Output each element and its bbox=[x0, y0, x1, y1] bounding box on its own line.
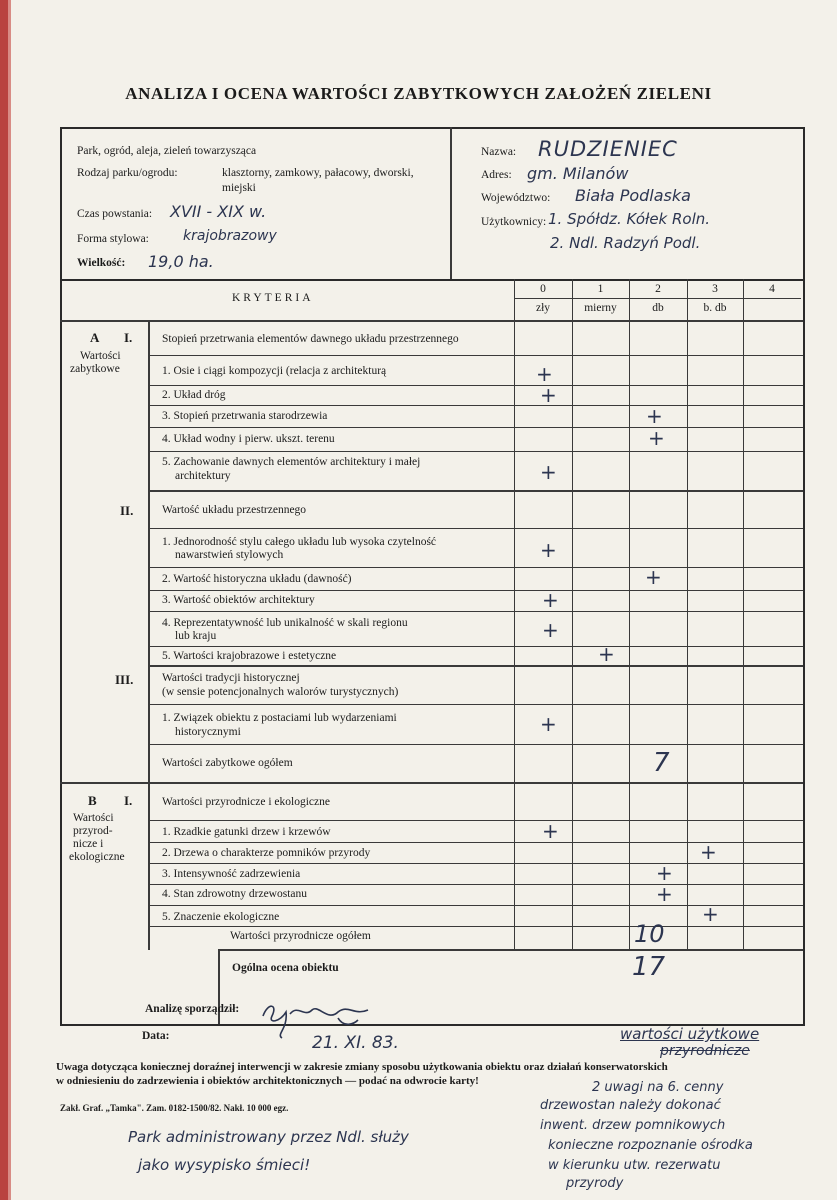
col-line-0 bbox=[514, 279, 515, 949]
section-b-letter: B bbox=[88, 793, 97, 808]
g2-top bbox=[148, 528, 803, 529]
document-title: ANALIZA I OCENA WARTOŚCI ZABYTKOWYCH ZAŁOŻEŃ ZIELENI bbox=[125, 84, 712, 103]
print-info: Zakł. Graf. „Tamka". Zam. 0182-1500/82. Nakł. 10 000 egz. bbox=[60, 1103, 289, 1113]
section-b-label-2: przyrod- bbox=[73, 825, 113, 837]
mark-a2-4: + bbox=[542, 618, 559, 642]
section-a-label-1: Wartości bbox=[80, 350, 121, 362]
mark-a2-5: + bbox=[598, 642, 615, 666]
g2-row-4: 4. Reprezentatywność lub unikalność w skali regionu bbox=[162, 617, 408, 629]
col-label-3: b. db bbox=[703, 302, 727, 314]
mark-b-4: + bbox=[656, 882, 673, 906]
section-b-roman: I. bbox=[124, 793, 133, 808]
nazwa-value: RUDZIENIEC bbox=[538, 137, 678, 161]
b-row-5: 5. Znaczenie ekologiczne bbox=[162, 911, 280, 923]
g1-line-2 bbox=[148, 405, 803, 406]
section-divider bbox=[148, 320, 150, 950]
col-label-2: db bbox=[652, 302, 664, 314]
b-total-value: 10 bbox=[634, 920, 665, 948]
park-type-line: Park, ogród, aleja, zieleń towarzysząca bbox=[77, 145, 257, 157]
rodzaj-options-2: miejski bbox=[222, 182, 256, 194]
mark-b-2: + bbox=[700, 840, 717, 864]
mark-b-1: + bbox=[542, 819, 559, 843]
g2-line-1 bbox=[148, 567, 803, 568]
note-right-3: 2 uwagi na 6. cenny bbox=[592, 1080, 724, 1095]
col-line-1 bbox=[572, 279, 573, 949]
g2-line-2 bbox=[148, 590, 803, 591]
mark-a1-4: + bbox=[648, 426, 665, 450]
col-label-1: mierny bbox=[584, 302, 617, 314]
g3-row-1: 1. Związek obiektu z postaciami lub wydarzeniami bbox=[162, 712, 397, 724]
group2-roman: II. bbox=[120, 503, 134, 518]
wojewodztwo-value: Biała Podlaska bbox=[575, 186, 691, 205]
g3-row-1-cont: historycznymi bbox=[175, 726, 241, 738]
note-left-2: jako wysypisko śmieci! bbox=[138, 1156, 311, 1174]
forma-label: Forma stylowa: bbox=[77, 233, 149, 245]
note-right-5: inwent. drzew pomnikowych bbox=[540, 1118, 726, 1133]
note-right-4: drzewostan należy dokonać bbox=[540, 1098, 721, 1113]
nazwa-label: Nazwa: bbox=[481, 146, 517, 158]
g1-row-5: 5. Zachowanie dawnych elementów architektury i małej bbox=[162, 456, 421, 468]
section-b-label-1: Wartości bbox=[73, 812, 114, 824]
col-num-2: 2 bbox=[655, 283, 661, 295]
g2-row-4-cont: lub kraju bbox=[175, 630, 217, 642]
overall-label: Ogólna ocena obiektu bbox=[232, 962, 339, 974]
analize-label: Analizę sporządził: bbox=[145, 1003, 240, 1015]
a-total-value: 7 bbox=[653, 748, 670, 778]
g2-bottom bbox=[148, 665, 803, 667]
section-a-label-2: zabytkowe bbox=[70, 363, 120, 375]
b-row-1: 1. Rzadkie gatunki drzew i krzewów bbox=[162, 826, 331, 838]
b-line-5 bbox=[148, 926, 803, 927]
b-line-3 bbox=[148, 884, 803, 885]
mark-a3-1: + bbox=[540, 712, 557, 736]
wojewodztwo-label: Województwo: bbox=[481, 192, 551, 204]
g1-top bbox=[148, 355, 803, 356]
group3-roman: III. bbox=[115, 672, 134, 687]
group1-title: Stopień przetrwania elementów dawnego układu przestrzennego bbox=[162, 333, 459, 345]
g2-line-4 bbox=[148, 646, 803, 647]
mark-a2-2: + bbox=[645, 565, 662, 589]
col-num-0: 0 bbox=[540, 283, 546, 295]
g2-row-5: 5. Wartości krajobrazowe i estetyczne bbox=[162, 650, 337, 662]
adres-value: gm. Milanów bbox=[527, 164, 629, 183]
note-right-7: w kierunku utw. rezerwatu bbox=[548, 1158, 721, 1173]
binding-edge bbox=[0, 0, 8, 1200]
b-row-3: 3. Intensywność zadrzewienia bbox=[162, 868, 301, 880]
g1-line-3 bbox=[148, 427, 803, 428]
note-right-2: przyrodnicze bbox=[660, 1043, 750, 1059]
group3-title-2: (w sensie potencjonalnych walorów turystycznych) bbox=[162, 686, 399, 698]
g2-row-1: 1. Jednorodność stylu całego układu lub wysoka czytelność bbox=[162, 536, 437, 548]
b-row-4: 4. Stan zdrowotny drzewostanu bbox=[162, 888, 307, 900]
header-bottom-line bbox=[60, 320, 803, 322]
rodzaj-label: Rodzaj parku/ogrodu: bbox=[77, 167, 178, 179]
g1-row-2: 2. Układ dróg bbox=[162, 389, 226, 401]
header-divider bbox=[450, 127, 452, 279]
kryteria-heading: KRYTERIA bbox=[232, 292, 314, 304]
mark-a2-3: + bbox=[542, 588, 559, 612]
section-b-label-3: nicze i bbox=[73, 838, 104, 850]
col-num-1: 1 bbox=[597, 283, 604, 295]
g2-row-1-cont: nawarstwień stylowych bbox=[175, 549, 284, 561]
g2-row-3: 3. Wartość obiektów architektury bbox=[162, 594, 315, 606]
mark-a1-3: + bbox=[646, 404, 663, 428]
forma-value: krajobrazowy bbox=[183, 228, 277, 244]
col-label-0: zły bbox=[535, 302, 551, 314]
group3-title-1: Wartości tradycji historycznej bbox=[162, 672, 300, 684]
mark-a1-2: + bbox=[540, 383, 557, 407]
note-left-1: Park administrowany przez Ndl. służy bbox=[128, 1128, 409, 1146]
g1-row-4: 4. Układ wodny i pierw. ukszt. terenu bbox=[162, 433, 335, 445]
data-value: 21. XI. 83. bbox=[312, 1033, 399, 1053]
g2-row-2: 2. Wartość historyczna układu (dawność) bbox=[162, 573, 352, 585]
g3-top bbox=[148, 704, 803, 705]
section-a-bottom bbox=[60, 782, 803, 784]
binding-edge-shadow bbox=[8, 0, 11, 1200]
section-b-label-4: ekologiczne bbox=[69, 851, 125, 863]
b-row-2: 2. Drzewa o charakterze pomników przyrody bbox=[162, 847, 371, 859]
header-subline bbox=[514, 298, 801, 299]
g1-line-1 bbox=[148, 385, 803, 386]
g2-line-3 bbox=[148, 611, 803, 612]
uwaga-line-1: Uwaga dotycząca koniecznej doraźnej interwencji w zakresie zmiany sposobu użytkowania obiektu oraz działań konserwatorskich bbox=[56, 1061, 668, 1073]
rodzaj-options: klasztorny, zamkowy, pałacowy, dworski, bbox=[222, 167, 414, 179]
b-top bbox=[148, 820, 803, 821]
g1-bottom bbox=[148, 490, 803, 492]
uwaga-line-2: w odniesieniu do zadrzewienia i obiektów architektonicznych — podać na odwrocie karty! bbox=[56, 1075, 479, 1087]
mark-a2-1: + bbox=[540, 538, 557, 562]
group2-title: Wartość układu przestrzennego bbox=[162, 504, 307, 516]
col-line-2 bbox=[629, 279, 630, 949]
g1-row-1: 1. Osie i ciągi kompozycji (relacja z architekturą bbox=[162, 365, 387, 377]
b-total-bottom bbox=[218, 949, 803, 951]
section-a-letter: A bbox=[90, 330, 100, 345]
g1-line-4 bbox=[148, 451, 803, 452]
wielkosc-label: Wielkość: bbox=[77, 257, 126, 269]
overall-value: 17 bbox=[632, 952, 666, 982]
section-a-roman: I. bbox=[124, 330, 133, 345]
col-line-4 bbox=[743, 279, 744, 949]
czas-label: Czas powstania: bbox=[77, 208, 153, 220]
data-label: Data: bbox=[142, 1030, 170, 1042]
mark-b-5: + bbox=[702, 902, 719, 926]
mark-a1-5: + bbox=[540, 460, 557, 484]
col-line-3 bbox=[687, 279, 688, 949]
note-right-6: konieczne rozpoznanie ośrodka bbox=[548, 1138, 753, 1153]
wielkosc-value: 19,0 ha. bbox=[148, 252, 214, 271]
mark-a1-1: + bbox=[536, 362, 553, 386]
uzytkownicy-value-2: 2. Ndl. Radzyń Podl. bbox=[550, 234, 701, 252]
note-right-8: przyrody bbox=[566, 1176, 624, 1191]
b-total-label: Wartości przyrodnicze ogółem bbox=[230, 930, 371, 942]
a-total-label: Wartości zabytkowe ogółem bbox=[162, 757, 293, 769]
g1-row-5-cont: architektury bbox=[175, 470, 231, 482]
mark-b-3: + bbox=[656, 861, 673, 885]
note-right-1: wartości użytkowe bbox=[620, 1025, 760, 1043]
uzytkownicy-label: Użytkownicy: bbox=[481, 216, 547, 228]
col-num-4: 4 bbox=[769, 283, 775, 295]
adres-label: Adres: bbox=[481, 169, 512, 181]
g3-bottom bbox=[148, 744, 803, 745]
col-num-3: 3 bbox=[712, 283, 718, 295]
b-group-title: Wartości przyrodnicze i ekologiczne bbox=[162, 796, 330, 808]
g1-row-3: 3. Stopień przetrwania starodrzewia bbox=[162, 410, 328, 422]
uzytkownicy-value-1: 1. Spółdz. Kółek Roln. bbox=[548, 210, 711, 228]
czas-value: XVII - XIX w. bbox=[170, 202, 267, 221]
